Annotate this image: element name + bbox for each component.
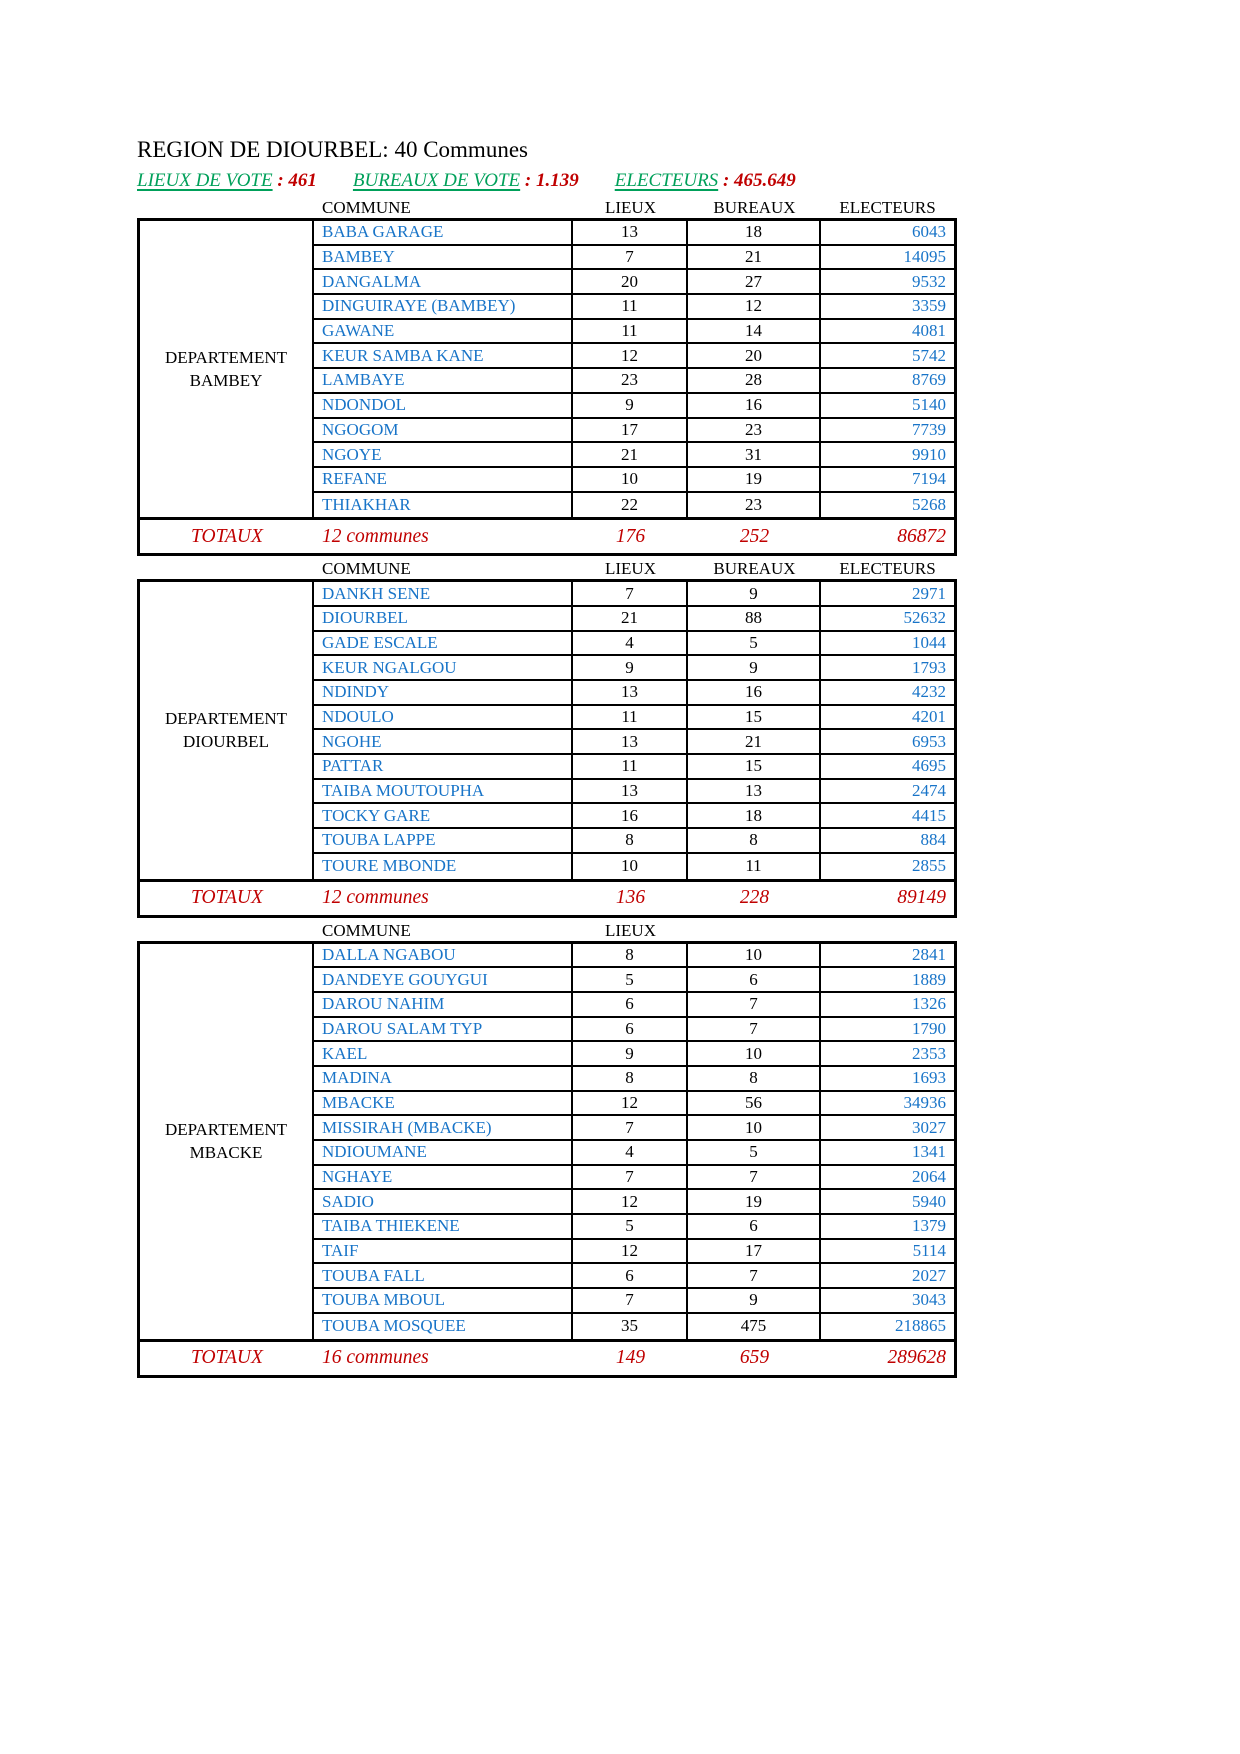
commune-cell: MADINA (314, 1067, 573, 1092)
commune-cell: KEUR NGALGOU (314, 656, 573, 681)
lieux-cell: 8 (573, 829, 688, 854)
totals-electeurs: 89149 (897, 887, 946, 908)
lieux-cell: 17 (573, 419, 688, 444)
commune-cell: PATTAR (314, 755, 573, 780)
lieux-cell: 7 (573, 1166, 688, 1191)
electeurs-cell: 5140 (821, 394, 954, 419)
commune-cell: DANDEYE GOUYGUI (314, 968, 573, 993)
bureaux-cell: 475 (688, 1314, 821, 1339)
electeurs-cell: 3027 (821, 1116, 954, 1141)
department-label-line1: DEPARTEMENT (164, 709, 288, 729)
column-header-row (137, 556, 957, 579)
commune-cell: DANGALMA (314, 270, 573, 295)
electeurs-cell: 1693 (821, 1067, 954, 1092)
lieux-cell: 11 (573, 706, 688, 731)
totals-label: TOTAUX (191, 525, 263, 547)
electeurs-cell: 8769 (821, 369, 954, 394)
electeurs-cell: 2064 (821, 1166, 954, 1191)
commune-cell: THIAKHAR (314, 493, 573, 518)
bureaux-cell: 20 (688, 344, 821, 369)
bureaux-cell: 21 (688, 246, 821, 271)
lieux-cell: 10 (573, 468, 688, 493)
page-title: REGION DE DIOURBEL: 40 Communes (137, 137, 528, 162)
bureaux-cell: 16 (688, 681, 821, 706)
electeurs-cell: 7194 (821, 468, 954, 493)
commune-cell: NDIOUMANE (314, 1141, 573, 1166)
department-label-line2: BAMBEY (189, 371, 263, 391)
electeurs-cell: 4695 (821, 755, 954, 780)
summary-bureaux-de-vote (353, 170, 579, 192)
bureaux-cell: 8 (688, 1067, 821, 1092)
electeurs-cell: 5114 (821, 1240, 954, 1265)
commune-cell: DINGUIRAYE (BAMBEY) (314, 295, 573, 320)
summary-bureaux-label: BUREAUX DE VOTE (352, 170, 521, 191)
lieux-cell: 4 (573, 632, 688, 657)
electeurs-cell: 6043 (821, 221, 954, 246)
column-header-lieux: LIEUX (605, 559, 656, 579)
commune-cell: TOURE MBONDE (314, 854, 573, 879)
bureaux-cell: 28 (688, 369, 821, 394)
totals-electeurs: 289628 (887, 1347, 946, 1368)
bureaux-cell: 10 (688, 1116, 821, 1141)
electeurs-cell: 1790 (821, 1018, 954, 1043)
totals-row-diourbel (137, 882, 957, 918)
electeurs-cell: 7739 (821, 419, 954, 444)
commune-cell: NGOGOM (314, 419, 573, 444)
lieux-cell: 11 (573, 755, 688, 780)
lieux-cell: 23 (573, 369, 688, 394)
bureaux-cell: 13 (688, 780, 821, 805)
lieux-cell: 13 (573, 780, 688, 805)
commune-cell: TOUBA LAPPE (314, 829, 573, 854)
electeurs-cell: 3359 (821, 295, 954, 320)
summary-electeurs (615, 170, 796, 192)
lieux-cell: 6 (573, 993, 688, 1018)
commune-cell: TAIF (314, 1240, 573, 1265)
electeurs-cell: 6953 (821, 730, 954, 755)
commune-cell: TOUBA MBOUL (314, 1289, 573, 1314)
bureaux-cell: 5 (688, 632, 821, 657)
lieux-cell: 7 (573, 246, 688, 271)
totals-lieux: 136 (615, 887, 646, 908)
electeurs-cell: 9910 (821, 443, 954, 468)
lieux-cell: 5 (573, 968, 688, 993)
column-header-commune: COMMUNE (322, 559, 411, 579)
bureaux-cell: 9 (688, 582, 821, 607)
commune-cell: GAWANE (314, 320, 573, 345)
bureaux-cell: 7 (688, 1018, 821, 1043)
electeurs-cell: 52632 (821, 607, 954, 632)
bureaux-cell: 8 (688, 829, 821, 854)
electeurs-cell: 1793 (821, 656, 954, 681)
department-section-diourbel (137, 556, 957, 917)
bureaux-cell: 18 (688, 804, 821, 829)
department-label-line1: DEPARTEMENT (164, 348, 288, 368)
lieux-cell: 13 (573, 730, 688, 755)
electeurs-cell: 1326 (821, 993, 954, 1018)
electeurs-cell: 1379 (821, 1215, 954, 1240)
electeurs-cell: 4232 (821, 681, 954, 706)
department-table-mbacke (137, 941, 957, 1342)
bureaux-cell: 5 (688, 1141, 821, 1166)
lieux-cell: 12 (573, 1240, 688, 1265)
bureaux-cell: 15 (688, 706, 821, 731)
bureaux-cell: 18 (688, 221, 821, 246)
commune-cell: MBACKE (314, 1092, 573, 1117)
electeurs-cell: 2353 (821, 1042, 954, 1067)
commune-cell: LAMBAYE (314, 369, 573, 394)
lieux-cell: 12 (573, 1092, 688, 1117)
totals-label: TOTAUX (191, 1347, 263, 1368)
bureaux-cell: 17 (688, 1240, 821, 1265)
totals-communes-count: 12 communes (322, 525, 429, 547)
bureaux-cell: 16 (688, 394, 821, 419)
lieux-cell: 35 (573, 1314, 688, 1339)
department-table-diourbel (137, 579, 957, 881)
electeurs-cell: 5268 (912, 494, 946, 514)
lieux-cell: 7 (573, 582, 688, 607)
summary-electeurs-label: ELECTEURS (614, 170, 719, 191)
summary-lieux-label: LIEUX DE VOTE (137, 170, 273, 191)
bureaux-cell: 6 (688, 968, 821, 993)
totals-lieux: 176 (615, 525, 646, 547)
department-name-cell (140, 582, 314, 878)
bureaux-cell: 23 (688, 493, 821, 518)
totals-label: TOTAUX (191, 887, 263, 908)
bureaux-cell: 21 (688, 730, 821, 755)
electeurs-cell: 2474 (821, 780, 954, 805)
totals-bureaux: 252 (739, 525, 770, 547)
commune-cell: SADIO (314, 1190, 573, 1215)
bureaux-cell: 23 (688, 419, 821, 444)
electeurs-cell: 34936 (821, 1092, 954, 1117)
bureaux-cell: 10 (688, 1042, 821, 1067)
bureaux-cell: 88 (688, 607, 821, 632)
lieux-cell: 9 (573, 394, 688, 419)
totals-row-mbacke (137, 1342, 957, 1378)
bureaux-cell: 31 (688, 443, 821, 468)
bureaux-cell: 19 (688, 468, 821, 493)
commune-cell: DAROU NAHIM (314, 993, 573, 1018)
electeurs-cell: 9532 (821, 270, 954, 295)
electeurs-cell: 2027 (821, 1264, 954, 1289)
electeurs-cell: 4201 (821, 706, 954, 731)
lieux-cell: 21 (573, 443, 688, 468)
summary-lieux-value: : 461 (272, 170, 317, 191)
column-header-electeurs: ELECTEURS (839, 559, 936, 579)
commune-cell: NDONDOL (314, 394, 573, 419)
electeurs-cell: 1044 (821, 632, 954, 657)
totals-bureaux: 228 (739, 887, 770, 908)
lieux-cell: 9 (573, 656, 688, 681)
electeurs-cell: 5742 (821, 344, 954, 369)
column-header-lieux: LIEUX (605, 920, 656, 940)
lieux-cell: 13 (573, 221, 688, 246)
totals-electeurs: 86872 (897, 525, 946, 547)
lieux-cell: 11 (573, 295, 688, 320)
column-header-row (137, 195, 957, 218)
lieux-cell: 9 (573, 1042, 688, 1067)
electeurs-cell: 218865 (895, 1316, 946, 1336)
lieux-cell: 7 (573, 1289, 688, 1314)
lieux-cell: 10 (573, 854, 688, 879)
electeurs-cell: 4081 (821, 320, 954, 345)
commune-cell: DANKH SENE (314, 582, 573, 607)
bureaux-cell: 6 (688, 1215, 821, 1240)
column-header-commune: COMMUNE (322, 920, 411, 940)
totals-bureaux: 659 (739, 1347, 770, 1368)
department-name-cell (140, 221, 314, 517)
department-label-line2: DIOURBEL (183, 732, 269, 752)
commune-cell: TOCKY GARE (314, 804, 573, 829)
bureaux-cell: 14 (688, 320, 821, 345)
lieux-cell: 6 (573, 1018, 688, 1043)
lieux-cell: 4 (573, 1141, 688, 1166)
column-header-bureaux: BUREAUX (713, 198, 796, 217)
electeurs-cell: 2841 (821, 944, 954, 969)
lieux-cell: 22 (573, 493, 688, 518)
department-section-mbacke (137, 918, 957, 1378)
electeurs-cell: 2855 (912, 856, 946, 876)
commune-cell: GADE ESCALE (314, 632, 573, 657)
commune-cell: TAIBA MOUTOUPHA (314, 780, 573, 805)
commune-cell: NGOYE (314, 443, 573, 468)
column-header-commune: COMMUNE (322, 198, 411, 217)
commune-cell: DALLA NGABOU (314, 944, 573, 969)
lieux-cell: 13 (573, 681, 688, 706)
commune-cell: BABA GARAGE (314, 221, 573, 246)
department-table-bambey (137, 218, 957, 520)
commune-cell: KAEL (314, 1042, 573, 1067)
bureaux-cell: 27 (688, 270, 821, 295)
lieux-cell: 5 (573, 1215, 688, 1240)
commune-cell: TOUBA FALL (314, 1264, 573, 1289)
lieux-cell: 7 (573, 1116, 688, 1141)
totals-lieux: 149 (615, 1347, 646, 1368)
bureaux-cell: 12 (688, 295, 821, 320)
bureaux-cell: 7 (688, 1264, 821, 1289)
electeurs-cell: 14095 (821, 246, 954, 271)
commune-cell: NGHAYE (314, 1166, 573, 1191)
bureaux-cell: 10 (688, 944, 821, 969)
summary-electeurs-value: : 465.649 (718, 170, 796, 191)
bureaux-cell: 19 (688, 1190, 821, 1215)
totals-communes-count: 16 communes (322, 1347, 429, 1368)
summary-bureaux-value: : 1.139 (520, 170, 579, 191)
department-label-line1: DEPARTEMENT (164, 1120, 288, 1139)
column-header-electeurs: ELECTEURS (839, 198, 936, 217)
totals-row-bambey (137, 520, 957, 556)
department-section-bambey (137, 195, 957, 556)
electeurs-cell: 3043 (821, 1289, 954, 1314)
commune-cell: TOUBA MOSQUEE (314, 1314, 573, 1339)
commune-cell: DIOURBEL (314, 607, 573, 632)
column-header-row (137, 918, 957, 941)
electeurs-cell: 2971 (821, 582, 954, 607)
commune-cell: KEUR SAMBA KANE (314, 344, 573, 369)
electeurs-cell: 1889 (821, 968, 954, 993)
department-label-line2: MBACKE (189, 1143, 263, 1162)
bureaux-cell: 9 (688, 1289, 821, 1314)
lieux-cell: 12 (573, 344, 688, 369)
lieux-cell: 6 (573, 1264, 688, 1289)
department-name-cell (140, 944, 314, 1339)
bureaux-cell: 7 (688, 1166, 821, 1191)
region-summary-line (137, 167, 957, 195)
column-header-bureaux: BUREAUX (713, 559, 796, 579)
lieux-cell: 16 (573, 804, 688, 829)
lieux-cell: 8 (573, 1067, 688, 1092)
commune-cell: REFANE (314, 468, 573, 493)
column-header-lieux: LIEUX (605, 198, 656, 217)
electeurs-cell: 884 (821, 829, 954, 854)
lieux-cell: 11 (573, 320, 688, 345)
bureaux-cell: 11 (688, 854, 821, 879)
commune-cell: NDINDY (314, 681, 573, 706)
commune-cell: BAMBEY (314, 246, 573, 271)
commune-cell: TAIBA THIEKENE (314, 1215, 573, 1240)
bureaux-cell: 15 (688, 755, 821, 780)
electeurs-cell: 1341 (821, 1141, 954, 1166)
bureaux-cell: 9 (688, 656, 821, 681)
bureaux-cell: 56 (688, 1092, 821, 1117)
commune-cell: NDOULO (314, 706, 573, 731)
commune-cell: MISSIRAH (MBACKE) (314, 1116, 573, 1141)
electeurs-cell: 5940 (821, 1190, 954, 1215)
lieux-cell: 20 (573, 270, 688, 295)
lieux-cell: 21 (573, 607, 688, 632)
commune-cell: DAROU SALAM TYP (314, 1018, 573, 1043)
summary-lieux-de-vote (137, 170, 317, 192)
lieux-cell: 8 (573, 944, 688, 969)
totals-communes-count: 12 communes (322, 887, 429, 908)
report-content (137, 136, 957, 1378)
lieux-cell: 12 (573, 1190, 688, 1215)
bureaux-cell: 7 (688, 993, 821, 1018)
commune-cell: NGOHE (314, 730, 573, 755)
electeurs-cell: 4415 (821, 804, 954, 829)
